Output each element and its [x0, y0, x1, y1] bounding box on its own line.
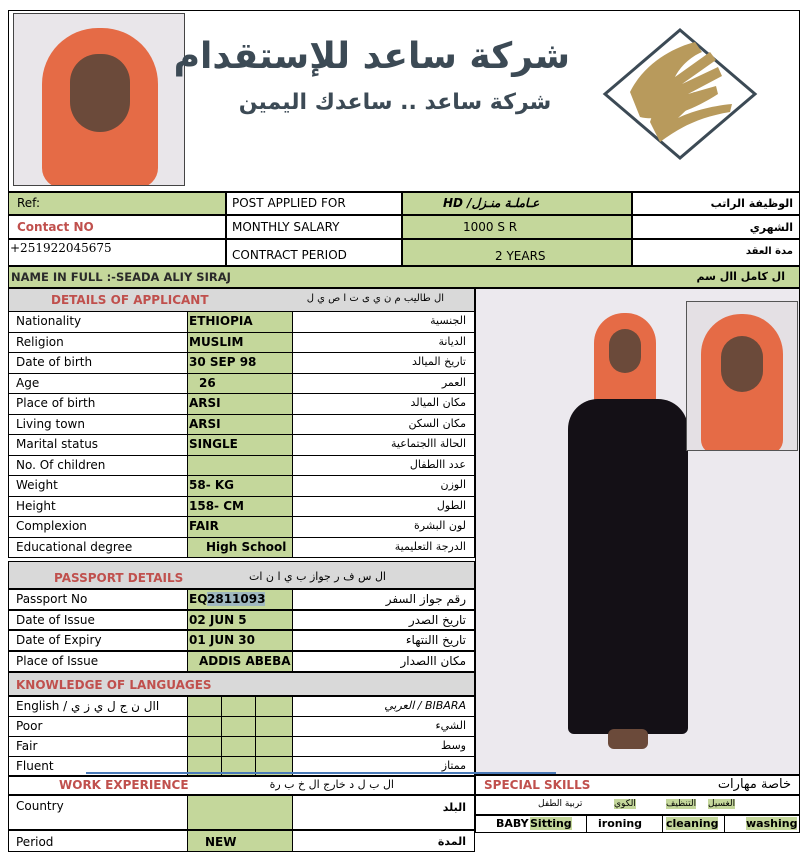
- detail-row: [8, 496, 475, 518]
- detail-label: Educational degree: [16, 539, 133, 554]
- language-row: [8, 696, 475, 717]
- period-value-cell: 2 YEARS: [402, 239, 632, 266]
- company-name-ar: شركة ساعد للإستقدام: [173, 36, 570, 77]
- detail-row: [8, 516, 475, 538]
- detail-value: 158- CM: [189, 498, 244, 513]
- phone-cell: +251922045675: [8, 239, 226, 266]
- skills-en-row: BABY Sitting ironing cleaning washing: [475, 815, 800, 833]
- name-row: NAME IN FULL :-SEADA ALIY SIRAJ ال كامل اال سم: [8, 266, 800, 288]
- photo-panel: [475, 288, 800, 775]
- salary-ar-cell: الشهري: [632, 215, 800, 239]
- detail-value: 58- KG: [189, 478, 235, 492]
- detail-row: [8, 414, 475, 436]
- detail-label-ar: الطول: [436, 498, 466, 512]
- language-label-ar: وسط: [441, 739, 466, 752]
- passport-issue-row: Date of Issue 02 JUN 5 تاريخ الصدر: [8, 610, 475, 630]
- detail-label-ar: الجنسية: [430, 314, 466, 327]
- language-label-ar: BIBARA / العربي: [384, 699, 466, 712]
- language-label: Poor: [16, 719, 43, 733]
- detail-row: [8, 311, 475, 333]
- detail-value: FAIR: [189, 519, 219, 533]
- detail-label-ar: مكان الميالد: [410, 396, 466, 409]
- detail-label-ar: لون البشرة: [414, 519, 466, 532]
- detail-value: ARSI: [189, 396, 221, 410]
- applicant-name: NAME IN FULL :-SEADA ALIY SIRAJ: [11, 270, 231, 284]
- detail-label: Height: [16, 498, 56, 513]
- detail-label-ar: تاريخ الميالد: [412, 355, 466, 368]
- language-label-ar: الشيء: [435, 719, 466, 732]
- period-label-cell: CONTRACT PERIOD: [226, 239, 402, 266]
- detail-label-ar: الحالة االجتماعية: [391, 437, 466, 450]
- salary-value-cell: 1000 S R: [402, 215, 632, 239]
- detail-label: Age: [16, 375, 40, 390]
- detail-row: [8, 373, 475, 395]
- applicant-portrait-small: [13, 13, 185, 186]
- experience-period-row: Period NEW المدة: [8, 830, 475, 852]
- passport-expiry-row: Date of Expiry 01 JUN 30 تاريخ االنتهاء: [8, 630, 475, 651]
- skill-washing: washing: [746, 817, 798, 830]
- detail-label-ar: الدرجة التعليمية: [394, 539, 466, 553]
- detail-label: Weight: [16, 478, 58, 492]
- passport-place-row: Place of Issue ADDIS ABEBA مكان االصدار: [8, 651, 475, 672]
- post-ar-cell: الوظيفة الراتب: [632, 192, 800, 215]
- experience-period-value: NEW: [205, 835, 237, 849]
- language-label: Fluent: [16, 759, 54, 773]
- skill-cleaning: cleaning: [666, 817, 719, 830]
- period-ar-cell: مدة العقد: [632, 239, 800, 266]
- skill-ironing: ironing: [598, 817, 643, 830]
- detail-label: Complexion: [16, 519, 87, 533]
- post-value-cell: HD /عـاملـة منـزل: [402, 192, 632, 215]
- language-label: English / اال ن ج ل ي ز ي: [16, 699, 160, 713]
- detail-label-ar: الديانة: [438, 334, 466, 348]
- detail-label: Nationality: [16, 314, 82, 328]
- languages-header: KNOWLEDGE OF LANGUAGES: [8, 672, 475, 696]
- ref-cell: Ref:: [8, 192, 226, 215]
- detail-row: [8, 352, 475, 374]
- detail-row: [8, 393, 475, 415]
- experience-country-row: Country البلد: [8, 795, 475, 830]
- detail-label: Religion: [16, 334, 64, 349]
- language-row: [8, 716, 475, 737]
- salary-label-cell: MONTHLY SALARY: [226, 215, 402, 239]
- detail-value: SINGLE: [189, 437, 238, 451]
- company-slogan-ar: شركة ساعد .. ساعدك اليمين: [238, 90, 552, 115]
- company-logo: [590, 22, 765, 167]
- detail-label-ar: الوزن: [440, 478, 466, 491]
- detail-label: Date of birth: [16, 355, 93, 369]
- skills-ar-row: تربية الطفل التنظيف الكوي الغسيل: [475, 795, 800, 815]
- contact-label-cell: Contact NO: [8, 215, 226, 239]
- detail-label: Living town: [16, 416, 85, 431]
- details-header: DETAILS OF APPLICANT ال طاليب م ن ي ى ت ا ص ي ل: [8, 288, 475, 311]
- language-row: [8, 736, 475, 757]
- detail-value: ARSI: [189, 416, 221, 431]
- skills-header: SPECIAL SKILLS خاصة مهارات: [475, 775, 800, 795]
- language-label: Fair: [16, 739, 38, 753]
- detail-value: ETHIOPIA: [189, 314, 253, 328]
- detail-label-ar: العمر: [441, 375, 466, 389]
- detail-label: Place of birth: [16, 396, 96, 410]
- experience-header: WORK EXPERIENCE ال ب ل د خارج ال خ ب رة: [8, 775, 475, 795]
- detail-value: MUSLIM: [189, 334, 244, 349]
- detail-value: 30 SEP 98: [189, 355, 257, 369]
- detail-row: [8, 475, 475, 497]
- passport-header: PASSPORT DETAILS ال س ف ر جواز ب ي ا ن ات: [8, 561, 475, 589]
- detail-row: [8, 455, 475, 477]
- detail-label: Marital status: [16, 437, 99, 451]
- detail-value: High School: [206, 539, 287, 554]
- skill-baby-sitting: Sitting: [530, 817, 572, 830]
- detail-label-ar: عدد االطفال: [409, 457, 466, 471]
- fluent-underline: [86, 772, 556, 774]
- detail-row: [8, 332, 475, 354]
- post-label-cell: POST APPLIED FOR: [226, 192, 402, 215]
- detail-row: [8, 537, 475, 559]
- passport-no-row: Passport No EQ 2811093 رقم جواز السفر: [8, 589, 475, 610]
- detail-value: 26: [199, 375, 216, 390]
- detail-row: [8, 434, 475, 456]
- language-label-ar: ممتاز: [441, 759, 466, 772]
- passport-number: 2811093: [207, 592, 266, 606]
- detail-label: No. Of children: [16, 457, 106, 472]
- detail-label-ar: مكان السكن: [408, 416, 466, 430]
